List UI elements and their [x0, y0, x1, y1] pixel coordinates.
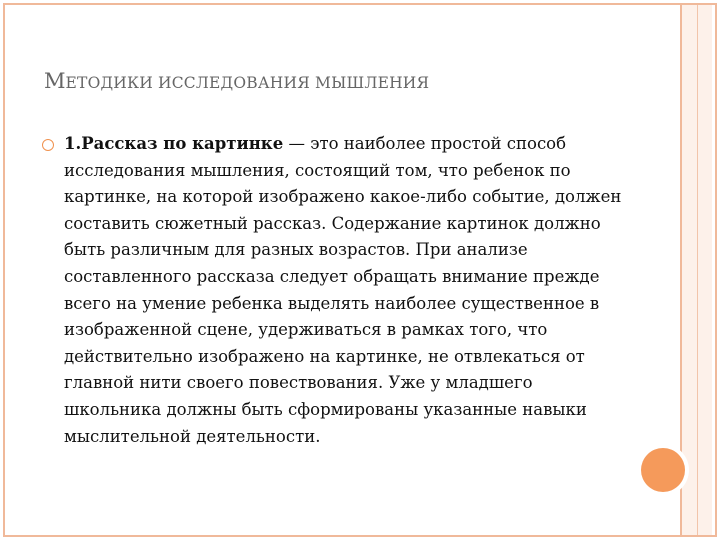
title-rest: ЕТОДИКИ ИССЛЕДОВАНИЯ МЫШЛЕНИЯ — [65, 74, 430, 92]
bullet-lead: 1.Рассказ по картинке — [64, 134, 284, 153]
decorative-circle — [641, 448, 685, 492]
bullet-ring-icon — [42, 139, 54, 151]
bullet-paragraph — [64, 131, 624, 450]
slide-title — [44, 58, 429, 96]
title-initial: М — [44, 69, 66, 93]
bullet-text: — это наиболее простой способ исследования мышления, состоящий том, что ребенок по картинке, на которой изображено какое-либо событие, должен составить сюжетный рассказ. Содержание картинок должно быть различным для разных возрастов. При анализе составленного рассказа следует обращать внимание прежде всего на умение ребенка выделять наиболее существенное в изображенной сцене, удерживаться в рамках того, что действительно изображено на картинке, не отвлекаться от главной нити своего повествования. Уже у младшего школьника должны быть сформированы указанные навыки мыслительной деятельности. — [64, 134, 622, 446]
decorative-side-stripe — [680, 5, 712, 535]
decorative-side-line — [697, 5, 698, 535]
